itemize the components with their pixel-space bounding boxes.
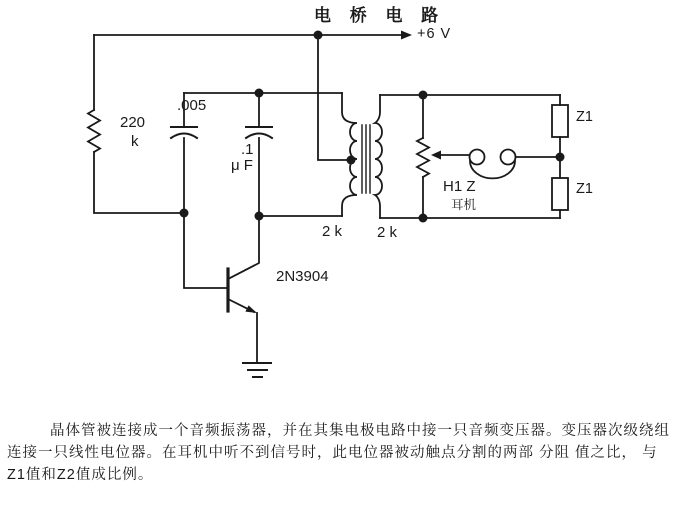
- headphone-name-label: 耳机: [451, 198, 477, 212]
- supply-voltage-label: +6 V: [417, 26, 452, 42]
- capacitor-005-label: .005: [177, 97, 207, 114]
- z1-top-label: Z1: [576, 109, 593, 125]
- base-lead: [184, 213, 227, 288]
- ground-icon: [243, 363, 271, 377]
- diagram-title: 电 桥 电 路: [314, 6, 446, 25]
- z1-resistor-top: [552, 105, 568, 137]
- transformer-primary-winding: [342, 93, 357, 216]
- headphones-icon: [470, 150, 557, 179]
- potentiometer: [417, 95, 429, 218]
- transistor-2n3904: [184, 213, 259, 363]
- z1-resistor-bottom: [552, 178, 568, 210]
- supply-rail: [94, 31, 412, 40]
- headphone-id-label: H1 Z: [443, 178, 476, 195]
- supply-arrow-icon: [401, 31, 412, 40]
- caption-line-1: 晶体管被连接成一个音频振荡器，并在其集电极电路中接一只音频变压器。变压器次级绕组: [50, 423, 670, 439]
- wiper-arrowhead-icon: [431, 151, 441, 160]
- z1-bottom-label: Z1: [576, 181, 593, 197]
- primary-winding-label: 2 k: [322, 223, 343, 240]
- caption-line-3: Z1值和Z2值成比例。: [7, 467, 154, 483]
- resistor-220-unit: k: [131, 133, 139, 150]
- secondary-winding-label: 2 k: [377, 224, 398, 241]
- transistor-label: 2N3904: [276, 268, 329, 285]
- collector-lead: [228, 216, 259, 279]
- transformer-core: [362, 125, 370, 193]
- junction-dots: [180, 31, 565, 223]
- wiper-arrow: [431, 151, 469, 160]
- capacitor-01-unit: μ F: [231, 157, 253, 174]
- center-tap-wire: [318, 35, 351, 160]
- emitter-arrowhead-icon: [245, 305, 257, 313]
- transformer: [342, 93, 382, 218]
- transformer-secondary-winding: [375, 95, 382, 218]
- resistor-220-value: 220: [120, 114, 146, 131]
- capacitor-01-value: .1: [241, 141, 254, 158]
- caption-line-2: 连接一只线性电位器。在耳机中听不到信号时，此电位器被动触点分割的两部 分阻 值之比， 与: [7, 445, 658, 461]
